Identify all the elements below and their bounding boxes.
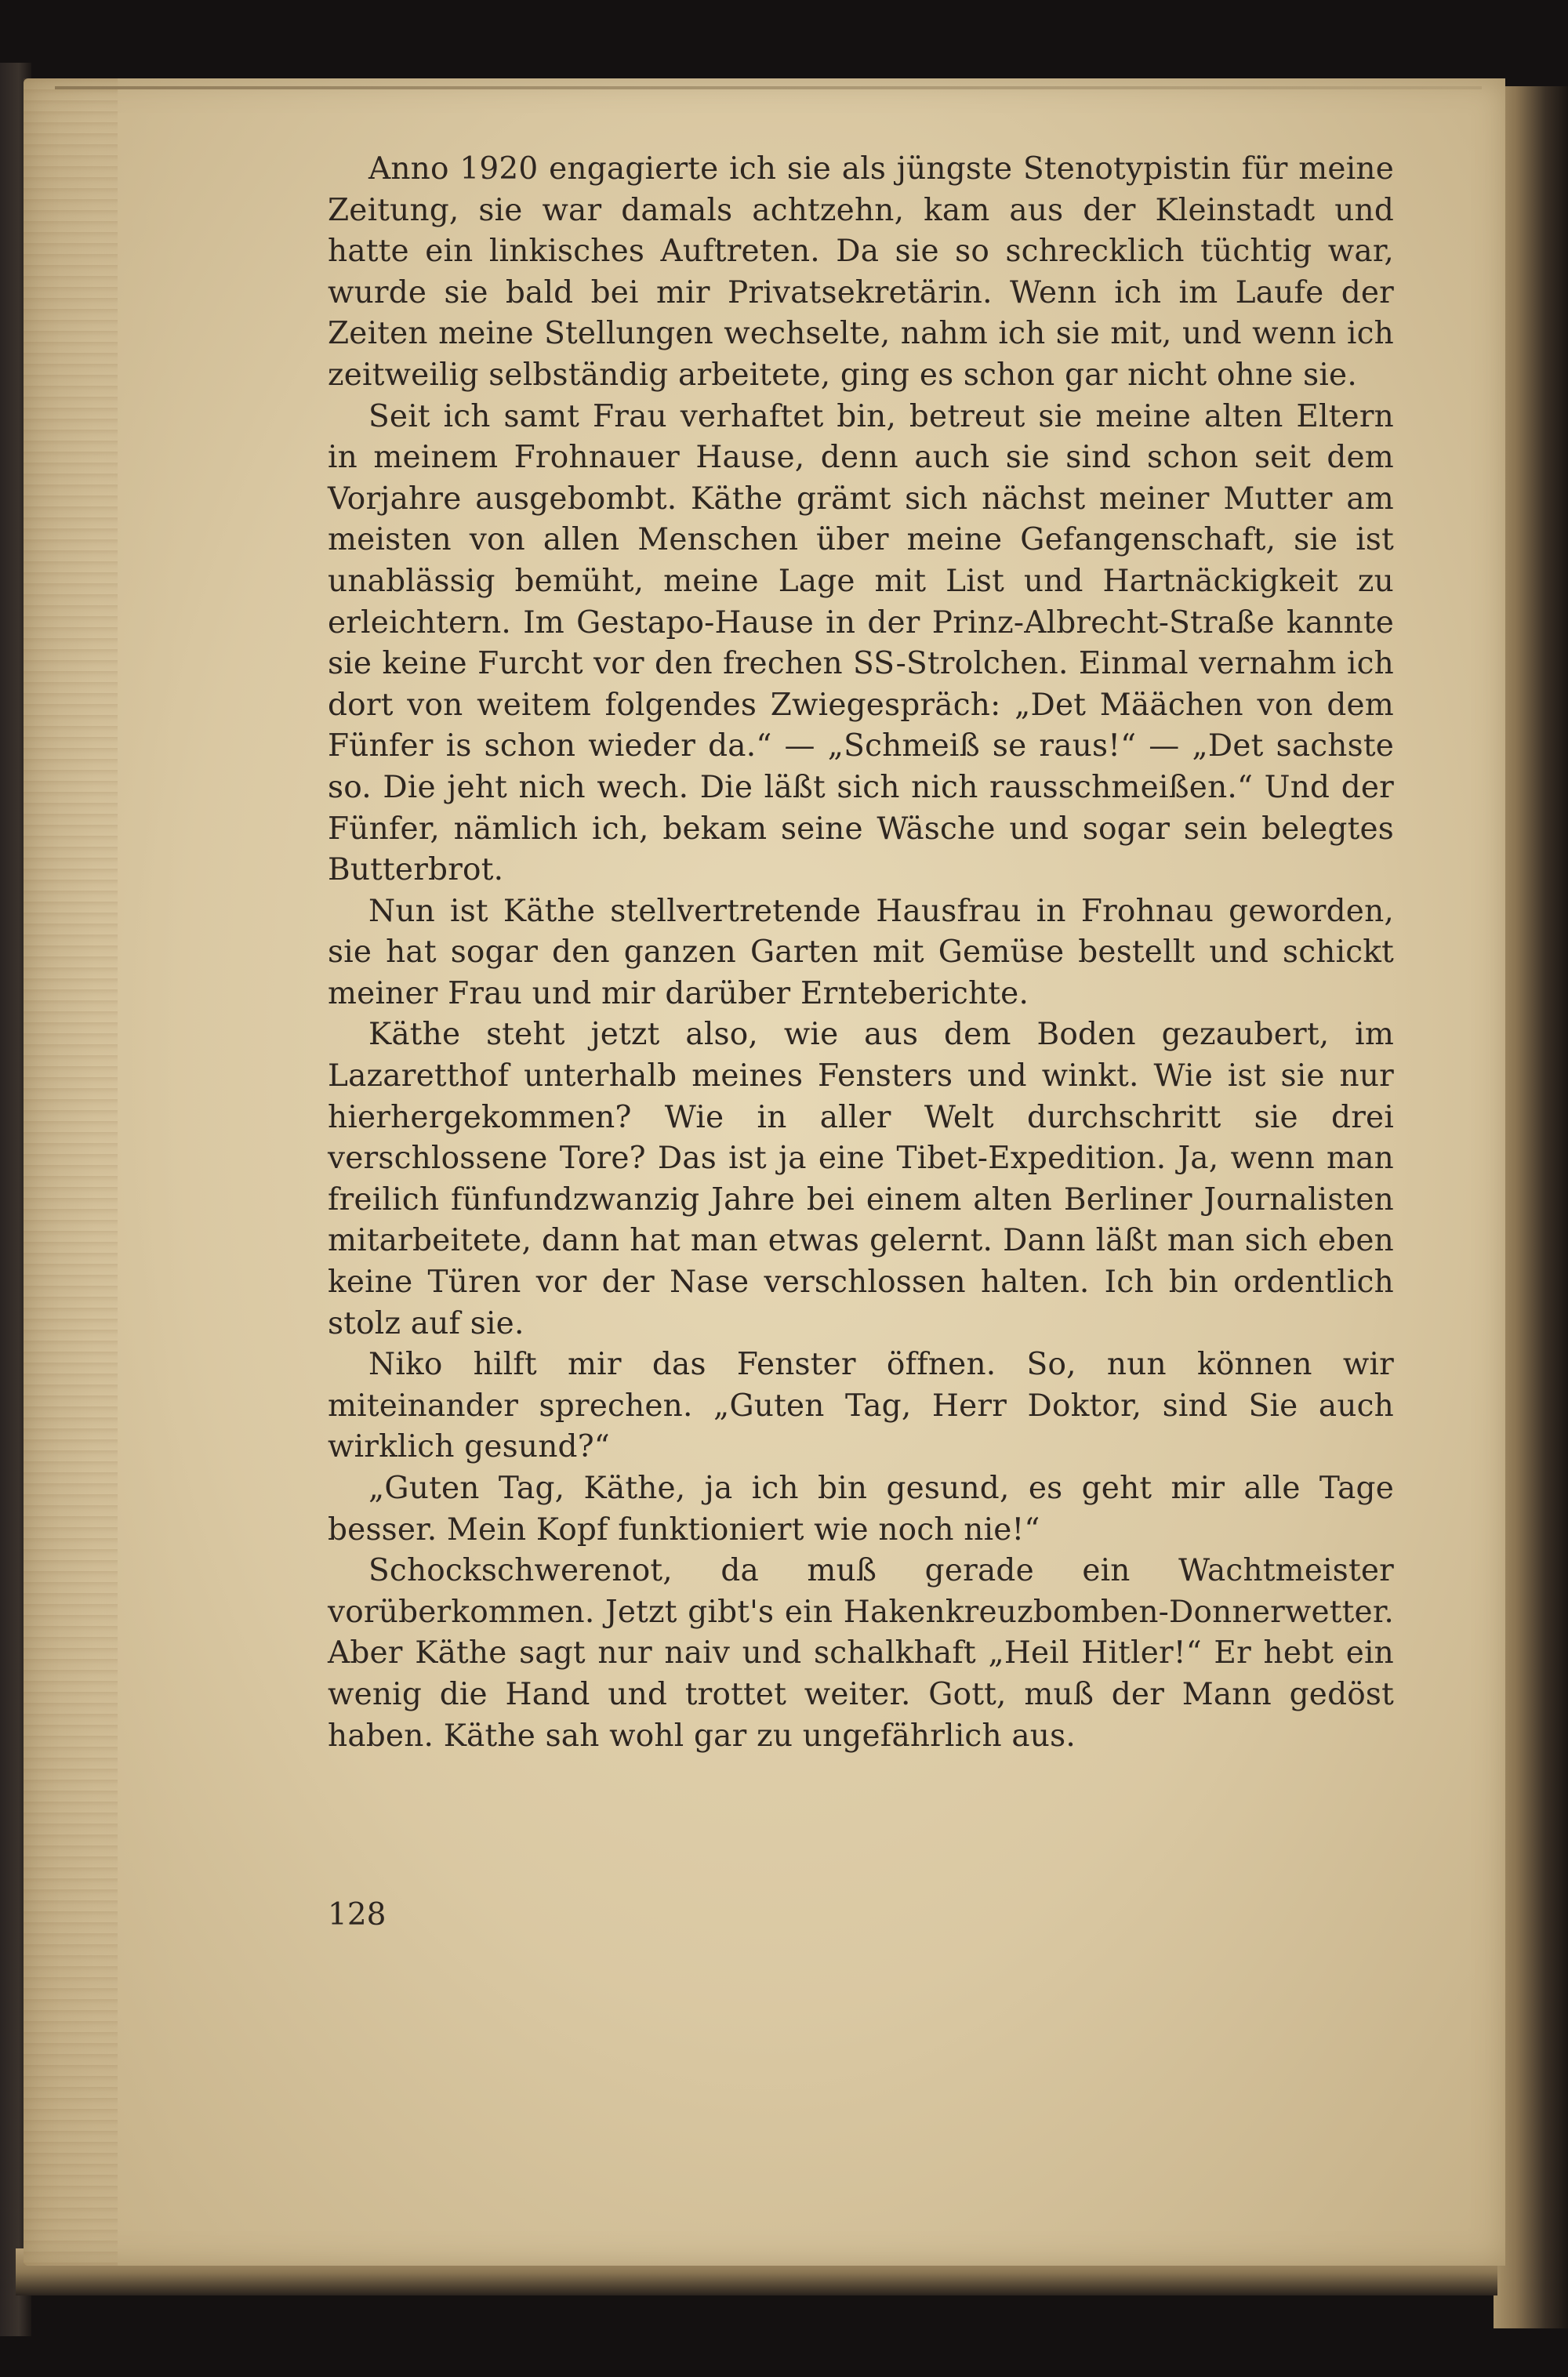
paragraph: Niko hilft mir das Fenster öffnen. So, nun können wir miteinander sprechen. „Guten Tag, Herr Doktor, sind Sie auch wirklich gesund?“ xyxy=(328,1347,1394,1465)
paragraph: „Guten Tag, Käthe, ja ich bin gesund, es geht mir alle Tage besser. Mein Kopf funktioniert wie noch nie!“ xyxy=(328,1471,1394,1548)
paragraph: Käthe steht jetzt also, wie aus dem Boden gezaubert, im Lazaretthof unterhalb meines Fensters und winkt. Wie ist sie nur hierhergekommen? Wie in aller Welt durchschritt sie drei verschlossene Tore? Das ist ja eine Tibet-Expedition. Ja, wenn man freilich fünfundzwanzig Jahre bei einem alten Berliner Journalisten mitarbeitete, dann hat man etwas gelernt. Dann läßt man sich eben keine Türen vor der Nase verschlossen halten. Ich bin ordentlich stolz auf sie. xyxy=(328,1017,1394,1341)
paragraph: Schockschwerenot, da muß gerade ein Wachtmeister vorüberkommen. Jetzt gibt's ein Hakenkreuzbomben-Donnerwetter. Aber Käthe sagt nur naiv und schalkhaft „Heil Hitler!“ Er hebt ein wenig die Hand und trottet weiter. Gott, muß der Mann gedöst haben. Käthe sah wohl gar zu ungefährlich aus. xyxy=(328,1553,1394,1754)
page-number: 128 xyxy=(328,1897,387,1932)
top-edge-shadow xyxy=(55,86,1482,89)
paragraph: Nun ist Käthe stellvertretende Hausfrau in Frohnau geworden, sie hat sogar den ganzen Garten mit Gemüse bestellt und schickt meiner Frau und mir darüber Ernteberichte. xyxy=(328,893,1394,1011)
body-text xyxy=(328,149,1394,1757)
gutter-stain xyxy=(24,78,118,2266)
paragraph: Seit ich samt Frau verhaftet bin, betreut sie meine alten Eltern in meinem Frohnauer Hause, denn auch sie sind schon seit dem Vorjahre ausgebombt. Käthe grämt sich nächst meiner Mutter am meisten von allen Menschen über meine Gefangenschaft, sie ist unablässig bemüht, meine Lage mit List und Hartnäckigkeit zu erleichtern. Im Gestapo-Hause in der Prinz-Albrecht-Straße kannte sie keine Furcht vor den frechen SS-Strolchen. Einmal vernahm ich dort von weitem folgendes Zwiegespräch: „Det Määchen von dem Fünfer is schon wieder da.“ — „Schmeiß se raus!“ — „Det sachste so. Die jeht nich wech. Die läßt sich nich rausschmeißen.“ Und der Fünfer, nämlich ich, bekam seine Wäsche und sogar sein belegtes Butterbrot. xyxy=(328,398,1394,888)
paragraph: Anno 1920 engagierte ich sie als jüngste Stenotypistin für meine Zeitung, sie war damals achtzehn, kam aus der Kleinstadt und hatte ein linkisches Auftreten. Da sie so schrecklich tüchtig war, wurde sie bald bei mir Privatsekretärin. Wenn ich im Laufe der Zeiten meine Stellungen wechselte, nahm ich sie mit, und wenn ich zeitweilig selbständig arbeitete, ging es schon gar nicht ohne sie. xyxy=(328,151,1394,393)
